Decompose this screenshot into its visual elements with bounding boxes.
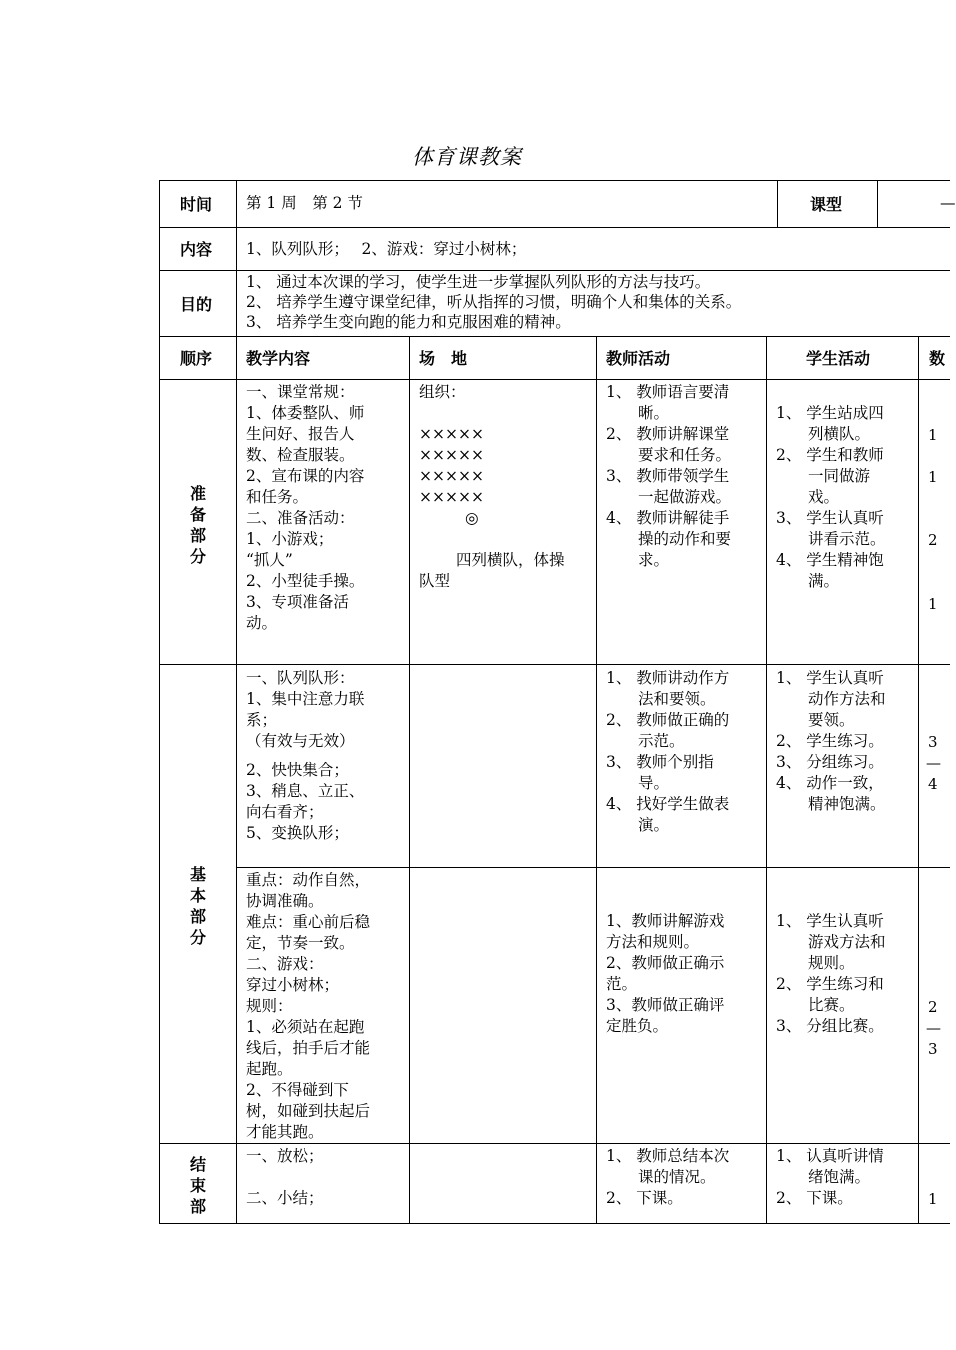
table-border-top [159,180,950,181]
lesson-type-label: 课型 [810,195,843,214]
basic2-teacher: 1、教师讲解游戏 方法和规则。 2、教师做正确示 范。 3、教师做正确评 定胜负。 [606,912,725,1035]
col-divider [236,180,237,1224]
count-value: 3 [928,733,938,751]
row-divider [159,336,950,337]
basic1-content: 一、队列队形： 1、集中注意力联 系； （有效与无效） 2、快快集合； 3、稍息、立正、 向右看齐； 5、变换队形； [246,669,365,842]
count-value: 1 [928,468,938,486]
prep-venue: 组织： ××××× ××××× ××××× ××××× ◎ 四列横队，体操 队型 [419,383,565,590]
col-divider [766,336,767,1224]
count-value: 1 [928,426,938,444]
col-header-venue: 场 地 [419,349,468,368]
count-value: — [926,754,941,772]
col-header-count: 数 [929,349,946,368]
col-divider [596,336,597,1224]
col-divider [877,180,878,227]
table-border-bottom [159,1223,950,1224]
goal-line: 1、 通过本次课的学习，使学生进一步掌握队列队形的方法与技巧。 [246,273,711,291]
goal-line: 3、 培养学生变向跑的能力和克服困难的精神。 [246,313,571,331]
goal-line: 2、 培养学生遵守课堂纪律，听从指挥的习惯，明确个人和集体的关系。 [246,293,742,311]
count-value: — [926,1019,941,1037]
row-divider [159,270,950,271]
goal-label: 目的 [180,295,213,314]
prep-teacher: 1、 教师语言要清 晰。 2、 教师讲解课堂 要求和任务。 3、 教师带领学生 一起做游戏。 4、 教师讲解徒手 操的动作和要 求。 [606,383,732,569]
col-divider [777,180,778,227]
row-divider [159,379,950,380]
col-header-content: 教学内容 [246,349,311,368]
row-divider [236,867,950,868]
section-label-end: 结 束 部 [189,1155,206,1216]
col-header-teacher: 教师活动 [606,349,671,368]
row-divider [159,664,950,665]
col-divider [918,336,919,1224]
col-header-student: 学生活动 [806,349,871,368]
row-divider [159,227,950,228]
table-border-left [159,180,160,1224]
basic1-teacher: 1、 教师讲动作方 法和要领。 2、 教师做正确的 示范。 3、 教师个别指 导。 4、 找好学生做表 演。 [606,669,730,834]
end-content: 一、放松； 二、小结； [246,1147,324,1207]
page-title: 体育课教案 [412,145,522,169]
row-divider [159,1143,950,1144]
count-value: 1 [928,595,938,613]
col-header-order: 顺序 [180,349,213,368]
content-value: 1、队列队形； 2、游戏：穿过小树林； [246,240,527,258]
count-value: 3 [928,1040,938,1058]
end-student: 1、 认真听讲情 绪饱满。 2、 下课。 [776,1147,884,1207]
col-divider [409,336,410,1224]
count-value: 4 [928,775,938,793]
content-label: 内容 [180,240,213,259]
count-value: 2 [928,531,938,549]
section-label-basic: 基 本 部 分 [189,865,206,947]
prep-student: 1、 学生站成四 列横队。 2、 学生和教师 一同做游 戏。 3、 学生认真听 讲看示范。 4、 学生精神饱 满。 [776,404,886,590]
lesson-type-value: — [940,194,956,212]
basic2-student: 1、 学生认真听 游戏方法和 规则。 2、 学生练习和 比赛。 3、 分组比赛。 [776,912,886,1035]
count-value: 1 [928,1190,938,1208]
basic2-content: 重点：动作自然， 协调准确。 难点：重心前后稳 定，节奏一致。 二、游戏： 穿过小树林； 规则： 1、必须站在起跑 线后，拍手后才能 起跑。 2、不得碰到下 树，如碰到扶起后 才能其跑。 [246,871,371,1141]
count-value: 2 [928,998,938,1016]
basic1-student: 1、 学生认真听 动作方法和 要领。 2、 学生练习。 3、 分组练习。 4、 动作一致， 精神饱满。 [776,669,886,813]
section-label-prep: 准 备 部 分 [189,484,206,566]
prep-content: 一、课堂常规： 1、体委整队、师 生问好、报告人 数、检查服装。 2、宣布课的内容 和任务。 二、准备活动： 1、小游戏； “抓人” 2、小型徒手操。 3、专项准备活 动。 [246,383,365,632]
time-value: 第 1 周 第 2 节 [246,194,363,212]
time-label: 时间 [180,195,213,214]
end-teacher: 1、 教师总结本次 课的情况。 2、 下课。 [606,1147,730,1207]
